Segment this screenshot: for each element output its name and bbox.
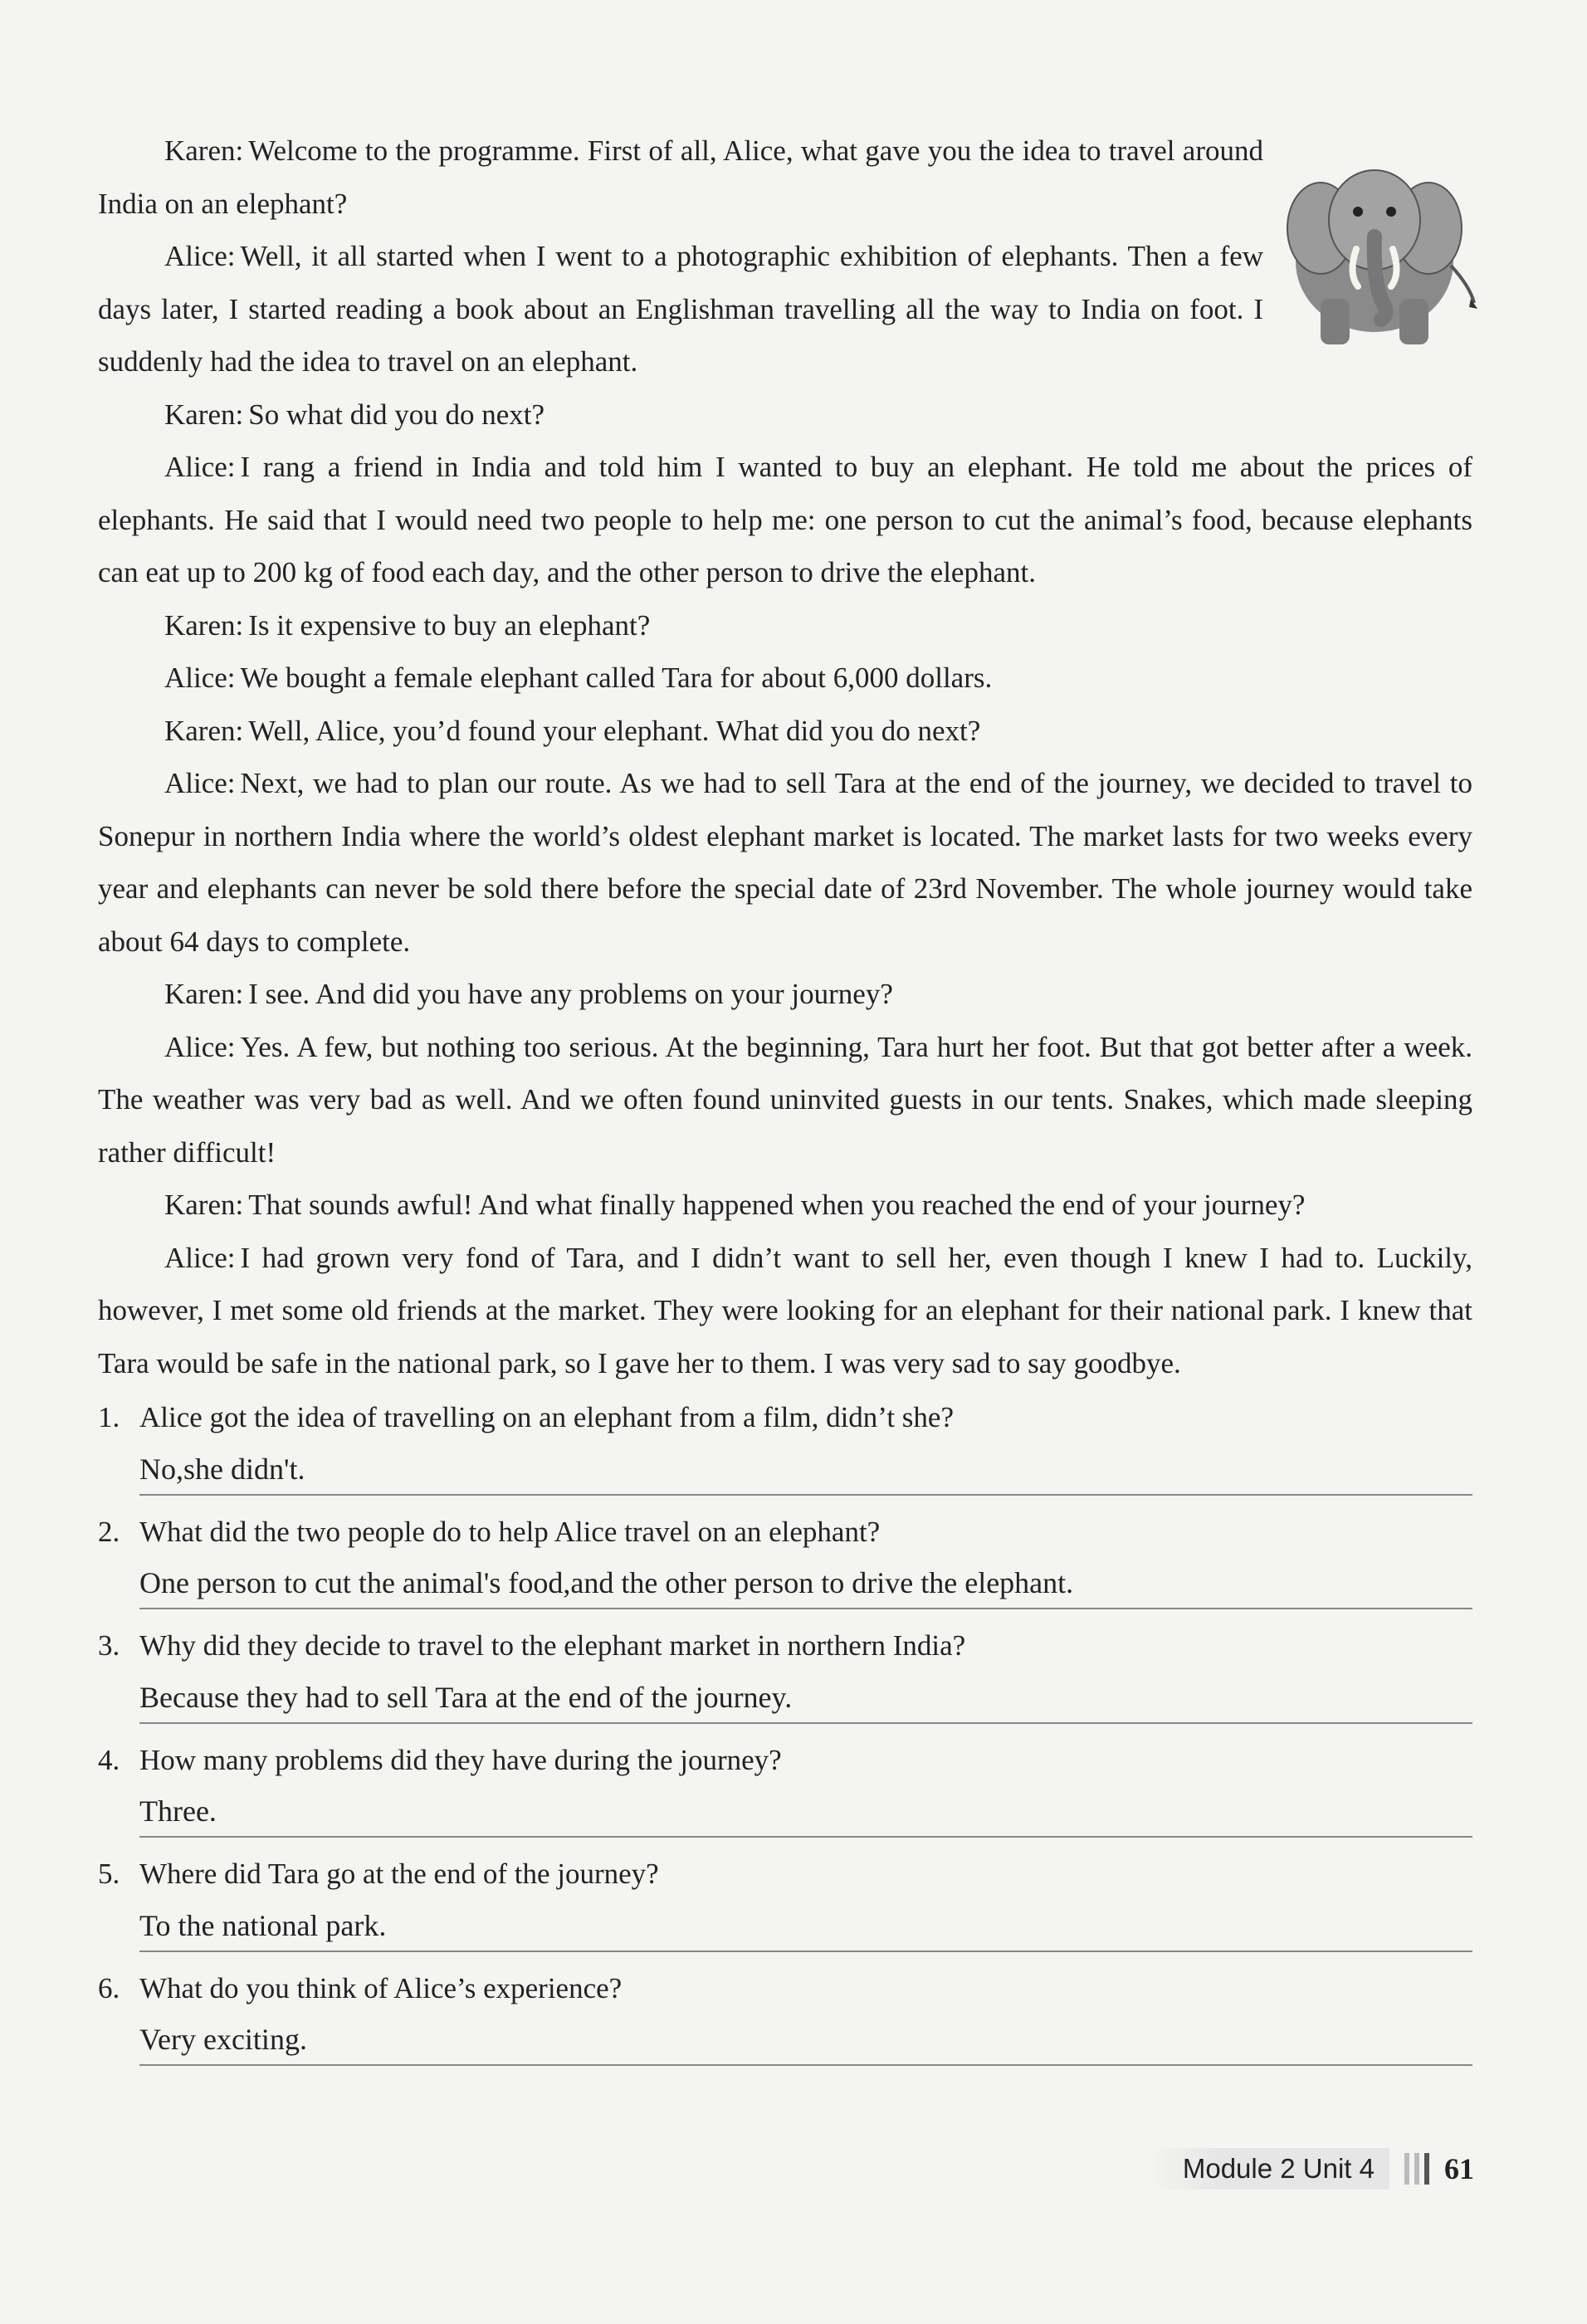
answer-line[interactable]: One person to cut the animal's food,and the other person to drive the elephant.: [139, 1558, 1472, 1609]
speaker-name: Alice:: [164, 1030, 236, 1063]
dialogue-text: Welcome to the programme. First of all, Alice, what gave you the idea to travel around India on an elephant?: [98, 134, 1263, 220]
question-text: What did the two people do to help Alice travel on an elephant?: [139, 1515, 881, 1548]
dialogue-text: Well, Alice, you’d found your elephant. What did you do next?: [248, 714, 981, 747]
speaker-name: Alice:: [164, 451, 236, 483]
speaker-name: Karen:: [164, 714, 244, 747]
answer-line[interactable]: Very exciting.: [139, 2014, 1472, 2066]
dialogue-text: We bought a female elephant called Tara for about 6,000 dollars.: [240, 662, 993, 694]
dialogue-line: [98, 968, 1472, 1021]
dialogue-line: [98, 652, 1472, 705]
speaker-name: Karen:: [164, 1189, 244, 1221]
dialogue-line: [98, 705, 1472, 758]
question-number: 4.: [98, 1743, 120, 1776]
dialogue-line: [98, 1179, 1472, 1232]
reading-passage: [98, 124, 1472, 2076]
question-number: 2.: [98, 1515, 120, 1548]
dialogue-line: [98, 230, 1263, 388]
dialogue-line: [98, 441, 1472, 599]
answer-line[interactable]: Three.: [139, 1786, 1472, 1838]
dialogue-line: [98, 757, 1472, 968]
dialogue-line: [98, 599, 1472, 652]
speaker-name: Alice:: [164, 662, 236, 694]
answer-line[interactable]: Because they had to sell Tara at the end of the journey.: [139, 1672, 1472, 1724]
dialogue-line: [98, 388, 1472, 442]
dialogue-text: Well, it all started when I went to a photographic exhibition of elephants. Then a few days later, I started reading a book about an Englishman travelling all the way to India on foot. I suddenly had the idea to travel on an elephant.: [98, 240, 1263, 378]
dialogue-line: [98, 1021, 1472, 1179]
speaker-name: Karen:: [164, 134, 244, 167]
question-item: [98, 1391, 1472, 1496]
question-number: 1.: [98, 1401, 120, 1433]
dialogue-text: Next, we had to plan our route. As we had to sell Tara at the end of the journey, we decided to travel to Sonepur in northern India where the world’s oldest elephant market is located. The market lasts for two weeks every year and elephants can never be sold there before the special date of 23rd November. The whole journey would take about 64 days to complete.: [98, 767, 1472, 958]
answer-line[interactable]: To the national park.: [139, 1901, 1472, 1952]
question-text: Alice got the idea of travelling on an elephant from a film, didn’t she?: [139, 1401, 954, 1433]
speaker-name: Alice:: [164, 767, 236, 799]
divider-bars: [1404, 2153, 1429, 2185]
dialogue-text: I had grown very fond of Tara, and I didn’t want to sell her, even though I knew I had to. Luckily, however, I met some old friends at the market. They were looking for an elephant for their national park. I knew that Tara would be safe in the national park, so I gave her to them. I was very sad to say goodbye.: [98, 1241, 1472, 1379]
question-item: [98, 1848, 1472, 1952]
dialogue-text: That sounds awful! And what finally happened when you reached the end of your journey?: [248, 1189, 1306, 1221]
question-text: Why did they decide to travel to the elephant market in northern India?: [139, 1629, 966, 1662]
module-label: Module 2 Unit 4: [1150, 2148, 1389, 2190]
question-item: [98, 1619, 1472, 1724]
speaker-name: Karen:: [164, 978, 244, 1010]
question-text: What do you think of Alice’s experience?: [139, 1971, 623, 2004]
answer-line[interactable]: No,she didn't.: [139, 1444, 1472, 1496]
page-number: 61: [1444, 2152, 1474, 2185]
dialogue-line: [98, 124, 1263, 230]
dialogue-text: Yes. A few, but nothing too serious. At the beginning, Tara hurt her foot. But that got better after a week. The weather was very bad as well. And we often found uninvited guests in our tents. Snakes, which made sleeping rather difficult!: [98, 1030, 1472, 1169]
question-item: [98, 1962, 1472, 2067]
dialogue-line: [98, 1232, 1472, 1390]
question-text: How many problems did they have during the journey?: [139, 1743, 782, 1776]
dialogue-text: I see. And did you have any problems on your journey?: [248, 978, 893, 1010]
page-footer: [1150, 2146, 1474, 2192]
speaker-name: Alice:: [164, 1241, 236, 1274]
question-number: 5.: [98, 1858, 120, 1890]
question-text: Where did Tara go at the end of the journey?: [139, 1858, 659, 1890]
speaker-name: Karen:: [164, 398, 244, 431]
questions-section: [98, 1391, 1472, 2066]
question-item: [98, 1506, 1472, 1610]
question-item: [98, 1734, 1472, 1838]
speaker-name: Karen:: [164, 608, 244, 642]
question-number: 6.: [98, 1971, 120, 2004]
speaker-name: Alice:: [164, 240, 236, 272]
dialogue-text: I rang a friend in India and told him I wanted to buy an elephant. He told me about the prices of elephants. He said that I would need two people to help me: one person to cut the animal’s food, because elephants can eat up to 200 kg of food each day, and the other person to drive the elephant.: [98, 451, 1472, 588]
dialogue-text: So what did you do next?: [248, 398, 545, 431]
question-number: 3.: [98, 1629, 120, 1662]
dialogue-text: Is it expensive to buy an elephant?: [248, 608, 651, 642]
